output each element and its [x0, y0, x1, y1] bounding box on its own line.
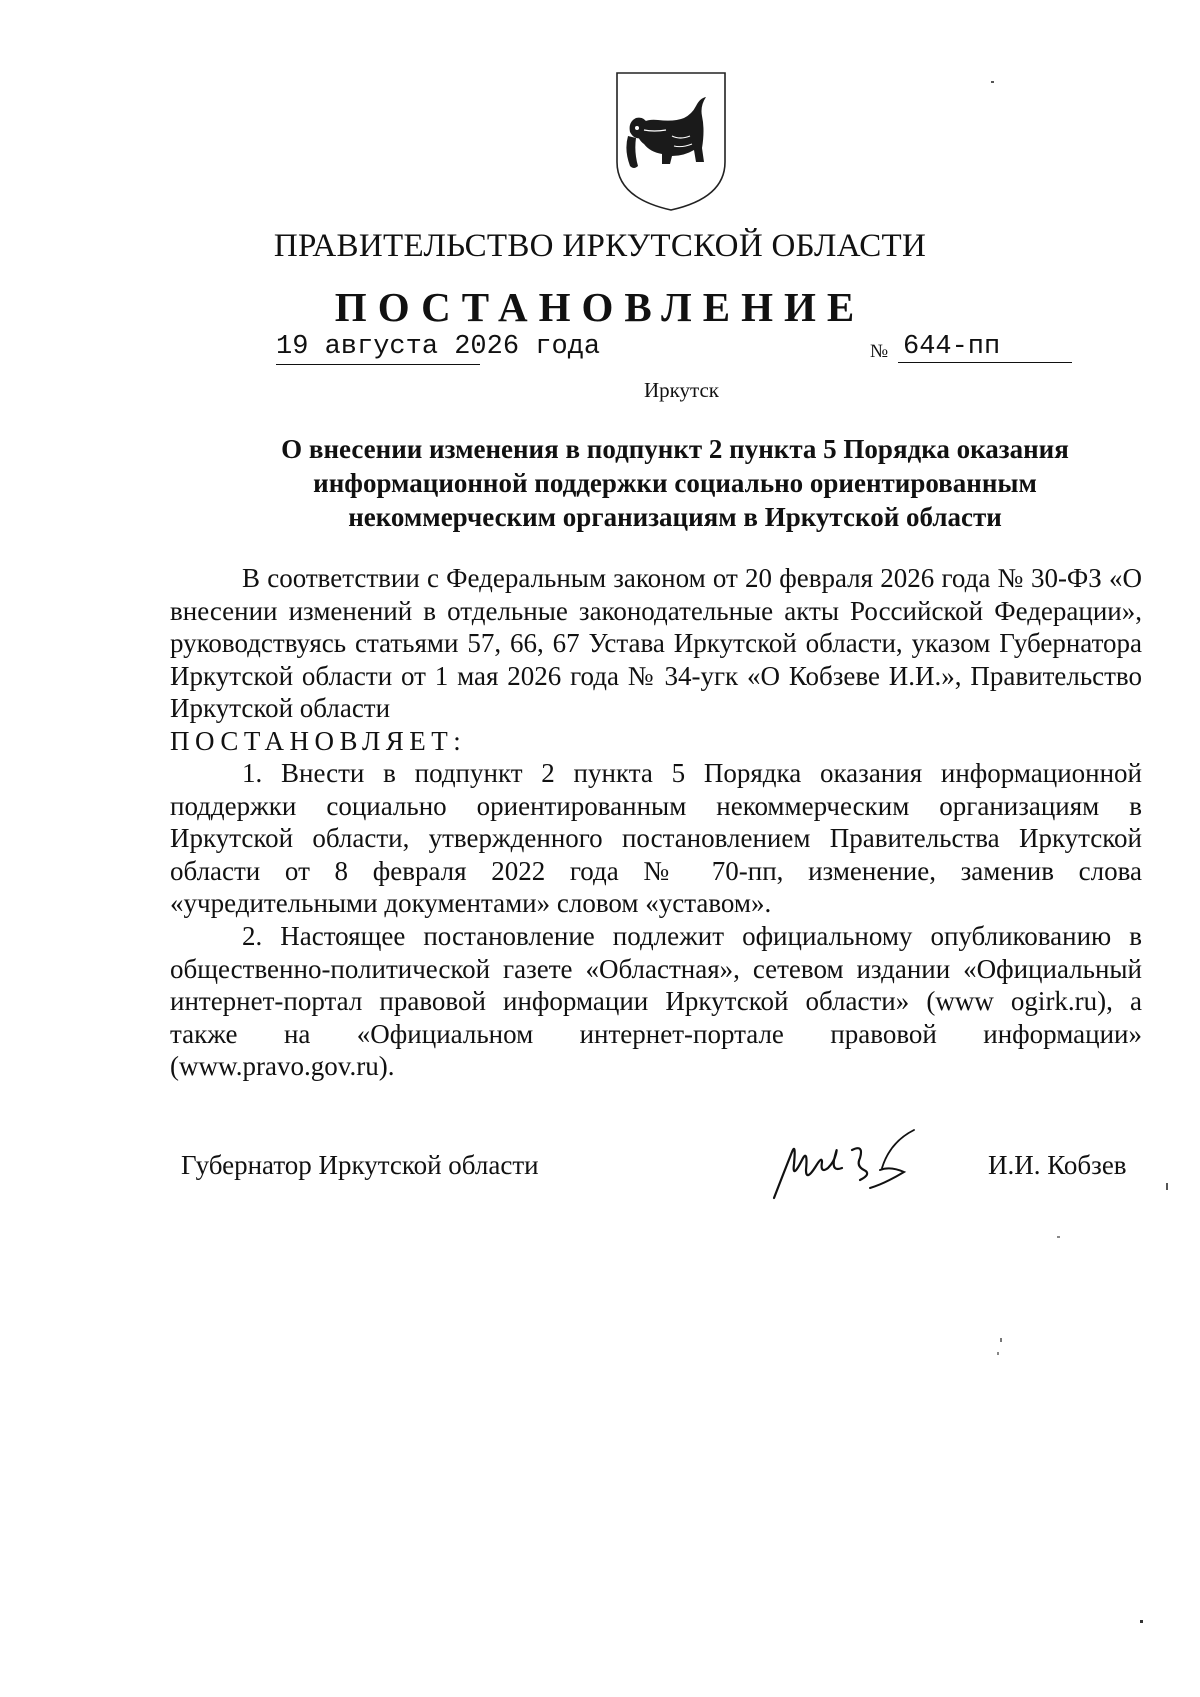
- government-name: ПРАВИТЕЛЬСТВО ИРКУТСКОЙ ОБЛАСТИ: [273, 228, 927, 264]
- document-number: 644-пп: [903, 332, 1001, 362]
- number-sign: №: [870, 341, 889, 362]
- scan-speck: [1057, 1236, 1060, 1238]
- irkutsk-coat-of-arms-icon: [614, 70, 728, 213]
- document-type-title: ПОСТАНОВЛЕНИЕ: [334, 284, 866, 330]
- document-city: Иркутск: [643, 378, 720, 402]
- signer-name: И.И. Кобзев: [988, 1150, 1127, 1180]
- decree-word: ПОСТАНОВЛЯЕТ:: [170, 726, 467, 756]
- signer-title: Губернатор Иркутской области: [181, 1150, 539, 1180]
- scan-speck: [997, 1352, 999, 1355]
- document-date: 19 августа 2026 года: [276, 332, 601, 362]
- decree-item-1: 1. Внести в подпункт 2 пункта 5 Порядка оказания информационной поддержки социально ориентированным некоммерческим организациям в Иркутской области, утвержденного постановлением Правительства Иркутской области от 8 февраля 2022 года № 70-пп, изменение, заменив слова «учредительными документами» словом «уставом».: [170, 758, 1142, 918]
- decree-item-2: 2. Настоящее постановление подлежит официальному опубликованию в общественно-политической газете «Областная», сетевом издании «Официальный интернет-портал правовой информации Иркутской области» (www ogirk.ru), а также на «Официальном интернет-портале правовой информации» (www.pravo.gov.ru).: [170, 921, 1142, 1081]
- scan-speck: [1166, 1183, 1168, 1190]
- date-underline: [276, 364, 480, 365]
- scan-speck: [991, 81, 994, 83]
- number-underline: [898, 362, 1072, 363]
- document-subject: О внесении изменения в подпункт 2 пункта 5 Порядка оказания информационной поддержки социально ориентированным некоммерческим организациям в Иркутской области: [281, 434, 1069, 532]
- scan-speck: [1000, 1338, 1002, 1342]
- preamble-paragraph: В соответствии с Федеральным законом от 20 февраля 2026 года № 30-ФЗ «О внесении изменений в отдельные законодательные акты Российской Федерации», руководствуясь статьями 57, 66, 67 Устава Иркутской области, указом Губернатора Иркутской области от 1 мая 2026 года № 34-угк «О Кобзеве И.И.», Правительство Иркутской области: [170, 563, 1142, 723]
- scan-speck: [1140, 1620, 1143, 1623]
- handwritten-signature: [772, 1122, 962, 1202]
